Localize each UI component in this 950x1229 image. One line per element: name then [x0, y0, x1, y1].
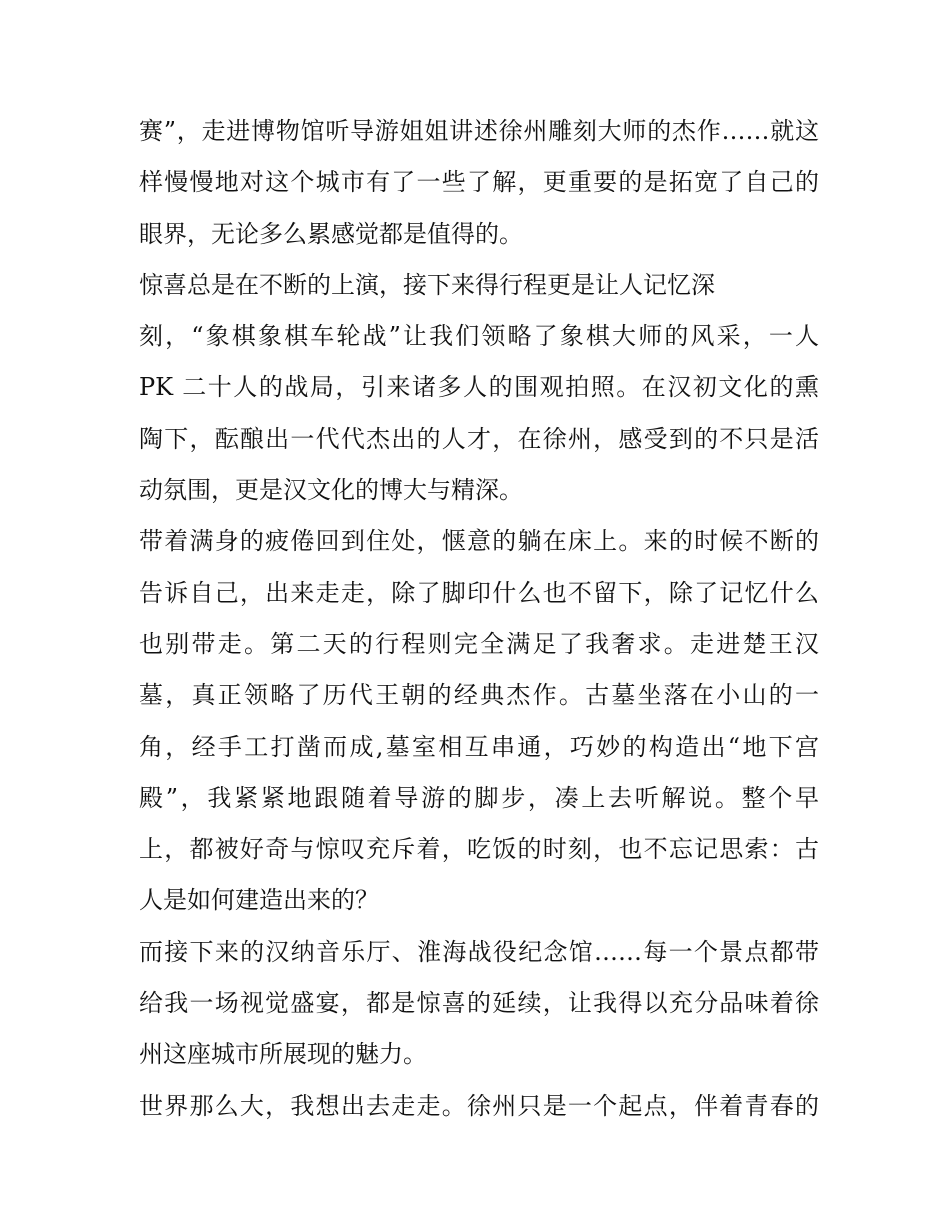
text-line-9: 带着满身的疲倦回到住处，惬意的躺在床上。来的时候不断的	[139, 527, 819, 556]
text-line-6: PK 二十人的战局，引来诸多人的围观拍照。在汉初文化的熏	[139, 373, 819, 402]
text-line-16: 人是如何建造出来的？	[139, 886, 379, 915]
text-line-10: 告诉自己，出来走走，除了脚印什么也不留下，除了记忆什么	[139, 578, 819, 607]
text-line-14: 殿”，我紧紧地跟随着导游的脚步，凑上去听解说。整个早	[139, 783, 819, 812]
text-line-3: 眼界，无论多么累感觉都是值得的。	[139, 219, 523, 248]
text-line-8: 动氛围，更是汉文化的博大与精深。	[139, 476, 523, 505]
text-line-18: 给我一场视觉盛宴，都是惊喜的延续，让我得以充分品味着徐	[139, 989, 819, 1018]
text-line-20: 世界那么大，我想出去走走。徐州只是一个起点，伴着青春的	[139, 1091, 819, 1120]
text-line-1: 赛”，走进博物馆听导游姐姐讲述徐州雕刻大师的杰作……就这	[139, 117, 819, 145]
text-line-17: 而接下来的汉纳音乐厅、淮海战役纪念馆……每一个景点都带	[139, 937, 819, 966]
text-line-12: 墓，真正领略了历代王朝的经典杰作。古墓坐落在小山的一	[139, 681, 819, 710]
text-line-7: 陶下，酝酿出一代代杰出的人才，在徐州，感受到的不只是活	[139, 424, 819, 453]
text-line-19: 州这座城市所展现的魅力。	[139, 1040, 427, 1069]
text-line-5: 刻，“象棋象棋车轮战”让我们领略了象棋大师的风采，一人	[139, 322, 819, 351]
text-line-13: 角，经手工打凿而成,墓室相互串通，巧妙的构造出“地下宫	[139, 732, 819, 761]
body-text	[139, 106, 819, 1132]
text-line-2: 样慢慢地对这个城市有了一些了解，更重要的是拓宽了自己的	[139, 168, 819, 197]
text-line-4: 惊喜总是在不断的上演，接下来得行程更是让人记忆深	[139, 270, 715, 299]
text-line-11: 也别带走。第二天的行程则完全满足了我奢求。走进楚王汉	[139, 629, 819, 658]
text-line-15: 上，都被好奇与惊叹充斥着，吃饭的时刻，也不忘记思索：古	[139, 835, 819, 864]
